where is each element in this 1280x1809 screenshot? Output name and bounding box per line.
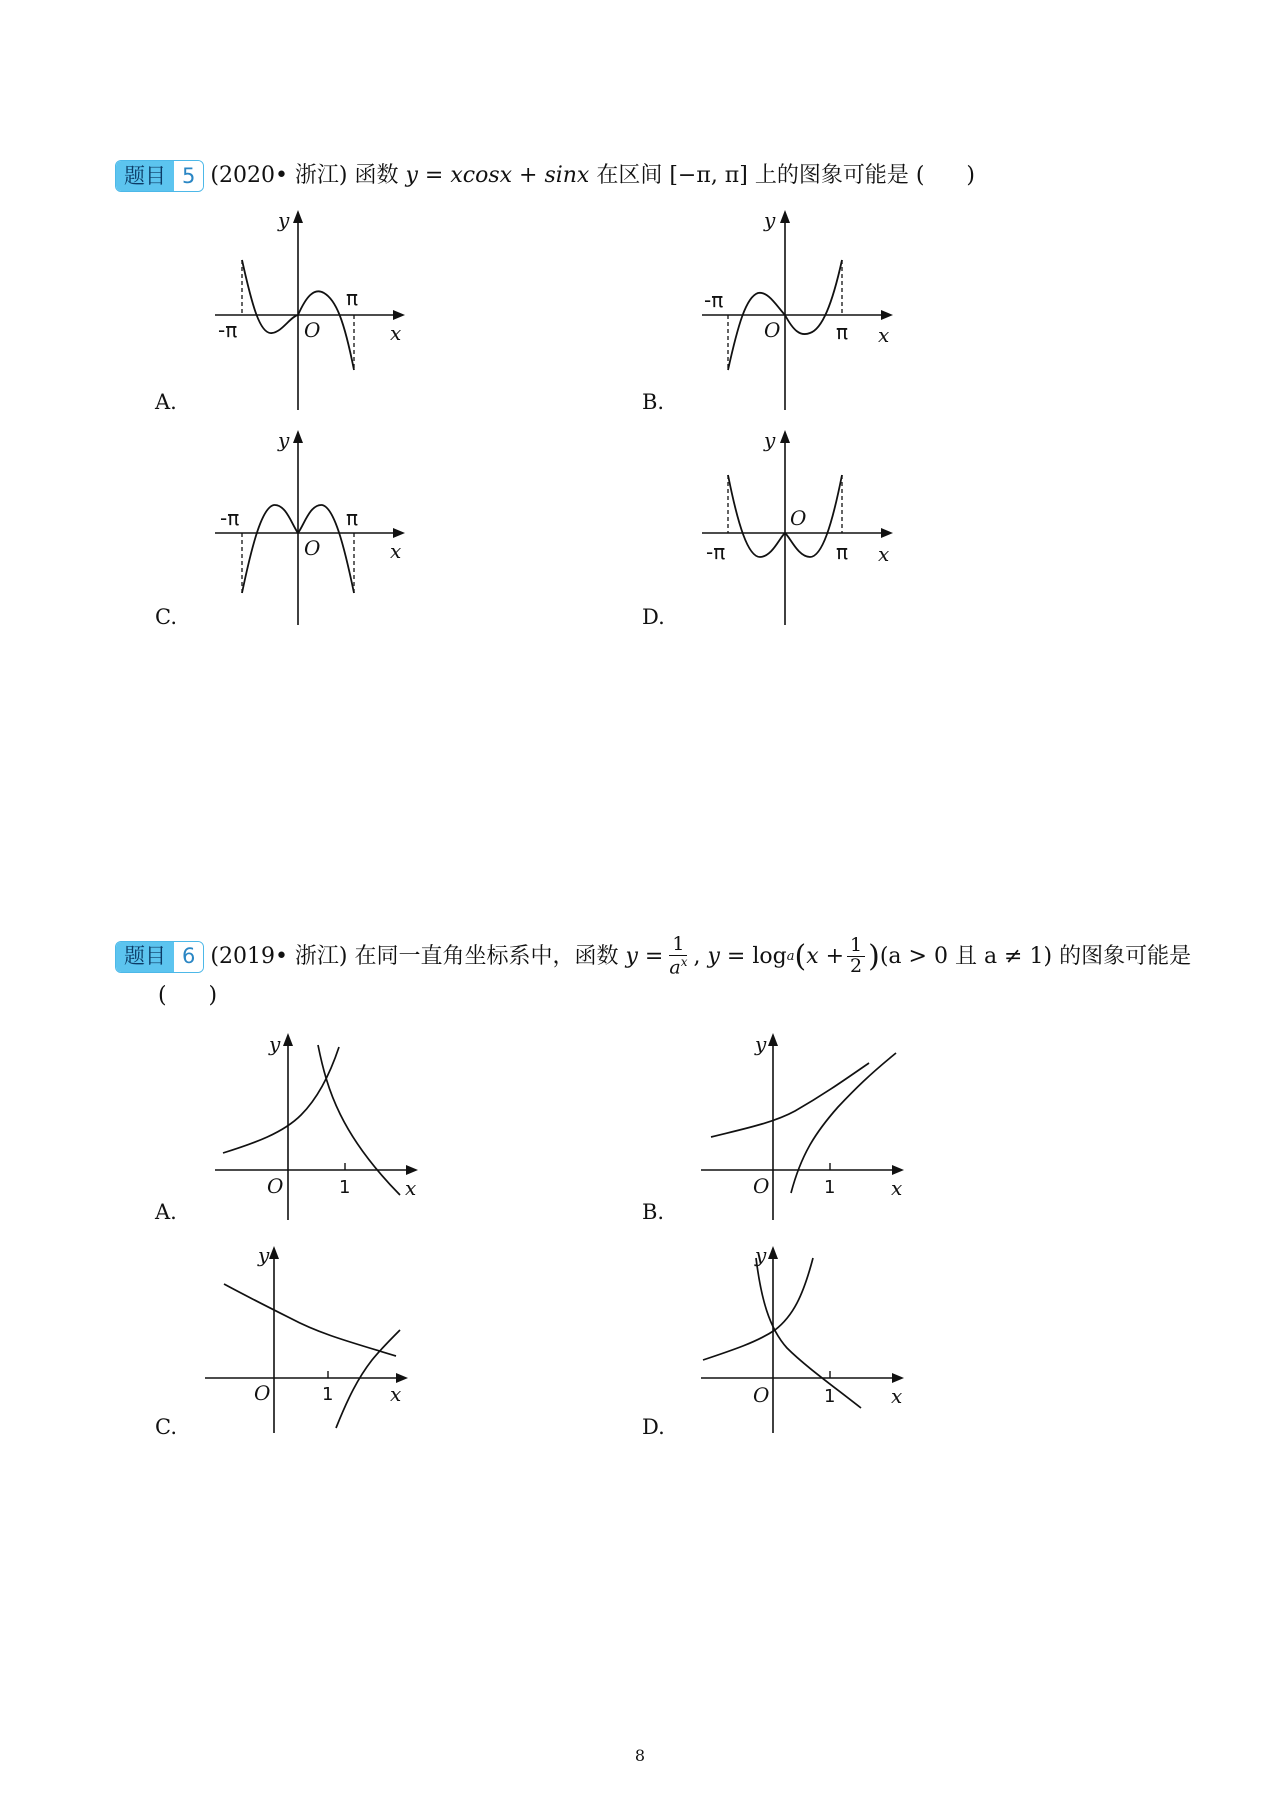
pi-label: π [346, 286, 359, 310]
badge-number: 6 [174, 942, 203, 972]
question-6-text-2: 的图象可能是 [1052, 943, 1192, 969]
question-5-answer-blank: ( ) [915, 163, 975, 188]
q6-option-a-graph [205, 1025, 435, 1225]
tick-one-label: 1 [824, 1386, 836, 1407]
x-axis-label: x [878, 542, 890, 566]
q5-option-c-graph [200, 425, 420, 635]
q6-option-d-graph [693, 1238, 923, 1438]
origin-label: O [764, 318, 781, 342]
fraction-one-over-a-pow-x [666, 935, 690, 978]
y-axis-label: y [269, 1032, 281, 1056]
q5-option-a-graph [200, 205, 420, 415]
q6-option-b-graph [693, 1025, 923, 1225]
pi-label: π [346, 506, 359, 530]
q6-option-c-graph [200, 1238, 430, 1438]
x-axis-label: x [390, 321, 402, 345]
q5-option-b-graph [690, 205, 910, 415]
question-5-text-1: 函数 [347, 163, 406, 188]
neg-pi-label: -π [704, 288, 724, 312]
pi-label: π [836, 540, 849, 564]
badge-label: 题目 [116, 161, 174, 191]
formula-comma: , [693, 943, 708, 969]
base-a: a [669, 956, 681, 979]
tick-one-label: 1 [824, 1177, 836, 1198]
origin-label: O [753, 1383, 770, 1407]
q5-option-d-graph [690, 425, 910, 635]
y-axis-label: y [258, 1243, 270, 1267]
question-6-condition: (a > 0 且 a ≠ 1) [879, 943, 1053, 969]
log-function: log [752, 943, 787, 969]
origin-label: O [254, 1381, 271, 1405]
origin-label: O [304, 536, 321, 560]
badge-number: 5 [174, 161, 203, 191]
badge-label: 题目 [116, 942, 174, 972]
y-axis-label: y [278, 428, 290, 452]
x-axis-label: x [891, 1176, 903, 1200]
neg-pi-label: -π [706, 540, 726, 564]
question-6-source: (2019• 浙江) [210, 943, 348, 969]
question-6-text-1: 在同一直角坐标系中，函数 [347, 943, 626, 969]
question-5-text-3: 上的图象可能是 [747, 163, 916, 188]
q6-option-a-label[interactable]: A. [155, 1200, 177, 1224]
left-paren: ( [794, 938, 807, 974]
question-6-badge [115, 941, 204, 973]
q5-option-c-label[interactable]: C. [155, 605, 177, 629]
fraction-one-half [847, 936, 865, 977]
question-5-text-2: 在区间 [589, 163, 670, 188]
x-axis-label: x [878, 323, 890, 347]
question-5-formula: y = xcosx + sinx [405, 163, 590, 188]
x-axis-label: x [891, 1384, 903, 1408]
formula-y-eq: y = [625, 943, 664, 969]
question-5-header [115, 160, 975, 192]
fraction-denominator [666, 956, 690, 978]
tick-one-label: 1 [339, 1177, 351, 1198]
x-axis-label: x [390, 539, 402, 563]
neg-pi-label: -π [220, 506, 240, 530]
y-axis-label: y [755, 1243, 767, 1267]
q5-option-a-label[interactable]: A. [155, 390, 177, 414]
neg-pi-label: -π [218, 318, 238, 342]
question-6-header [115, 935, 1191, 978]
origin-label: O [753, 1174, 770, 1198]
q6-option-b-label[interactable]: B. [642, 1200, 665, 1224]
origin-label: O [267, 1174, 284, 1198]
exponent-x: x [680, 954, 688, 969]
fraction-denominator: 2 [850, 955, 863, 978]
question-5-badge [115, 160, 204, 192]
origin-label: O [304, 318, 321, 342]
log-base: a [786, 949, 795, 965]
q6-option-c-label[interactable]: C. [155, 1415, 177, 1439]
fraction-numerator: 1 [847, 936, 865, 957]
formula-y-eq-2: y = [707, 943, 753, 969]
question-5-interval: [−π, π] [669, 163, 748, 188]
pi-label: π [836, 320, 849, 344]
x-axis-label: x [405, 1176, 417, 1200]
y-axis-label: y [764, 208, 776, 232]
q5-option-b-label[interactable]: B. [642, 390, 665, 414]
q6-option-d-label[interactable]: D. [642, 1415, 665, 1439]
question-5-source: (2020• 浙江) [210, 163, 348, 188]
x-axis-label: x [390, 1382, 402, 1406]
y-axis-label: y [755, 1032, 767, 1056]
q5-option-d-label[interactable]: D. [642, 605, 665, 629]
y-axis-label: y [764, 428, 776, 452]
right-paren: ) [868, 938, 880, 974]
tick-one-label: 1 [322, 1384, 334, 1405]
y-axis-label: y [278, 208, 290, 232]
fraction-numerator: 1 [669, 935, 687, 956]
question-6-answer-blank: ( ) [158, 983, 218, 1008]
x-plus: x + [806, 943, 845, 969]
origin-label: O [790, 506, 807, 530]
page-number: 8 [634, 1746, 646, 1765]
